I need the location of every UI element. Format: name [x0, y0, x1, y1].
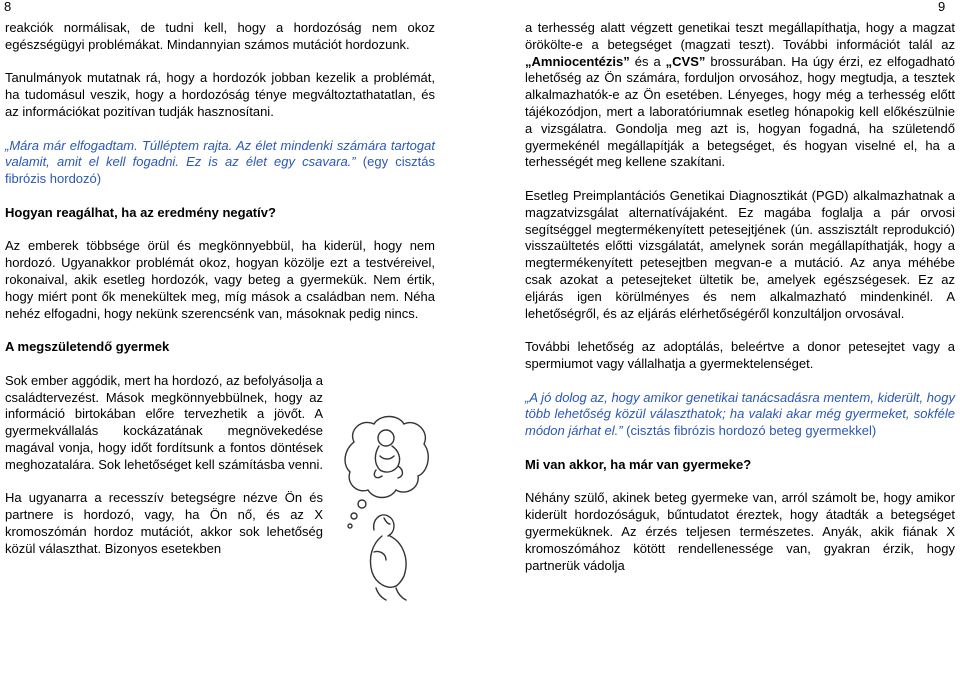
- sentence: Az anya méhébe csak azokat a petesejteket ültetik be, amelyek egészségesek.: [525, 255, 955, 287]
- sentence: Sok lehetőséget kell számításba venni.: [98, 456, 323, 472]
- sentence: és a: [629, 53, 666, 69]
- quote-text: „A jó dolog az, hogy amikor genetikai tanácsadásra mentem, kiderült, hogy több lehetőség közül választhatok; ha valaki akar még gyermeket, sokféle módon járhat el.”: [525, 389, 955, 439]
- brochure-title: „Amniocentézis”: [525, 53, 630, 69]
- sentence: Az emberek többsége örül és megkönnyebbül, ha kiderül, hogy nem hordozó.: [5, 238, 435, 271]
- page-number-left: 8: [4, 0, 12, 14]
- quote-text: „Mára már elfogadtam. Túlléptem rajta. Az élet mindenki számára tartogat valamit, amit el kell fogadni. Ez is az élet egy csavara.”: [5, 137, 435, 170]
- quote-paragraph: [5, 138, 435, 188]
- quote-paragraph: [525, 390, 955, 440]
- quote-source: (cisztás fibrózis hordozó beteg gyermekkel): [622, 423, 877, 439]
- quote-source: (egy cisztás fibrózis hordozó): [5, 154, 435, 187]
- sentence: Ha úgy érzi, ez elfogadható lehetőség az Ön számára, forduljon orvosához, hogy megtudja, a tesztek alkalmazhatók-e az Ön esetében.: [525, 53, 955, 103]
- section-heading: A megszületendő gyermek: [5, 339, 170, 355]
- paragraph: További lehetőség az adoptálás, beleértve a donor petesejtet vagy a spermiumot vagy vállalhatja a gyermektelenséget.: [525, 339, 955, 371]
- paragraph: Ha ugyanarra a recesszív betegségre nézve Ön és partnere is hordozó, vagy, ha Ön nő, és az X kromoszómán hordoz mutációt, akkor sok lehetőség közül választhat. Bizonyos esetekben: [5, 490, 323, 556]
- sentence: Ugyanakkor problémát okoz, hogyan közölje ezt a testvéreivel, rokonaival, akik esetleg hordozók, vagy beteg a gyermekük.: [5, 255, 435, 287]
- paragraph: [525, 20, 955, 171]
- brochure-title: „CVS”: [665, 53, 706, 69]
- sentence: Esetleg Preimplantációs Genetikai Diagnosztikát (PGD) alkalmazhatnak a magzatvizsgálat alternatívájaként.: [525, 187, 955, 220]
- sentence: További információt talál az: [782, 36, 955, 52]
- right-column: [525, 20, 955, 574]
- paragraph: Tanulmányok mutatnak rá, hogy a hordozók jobban kezelik a problémát, ha tudomásul veszik, hogy a hordozóság ténye megváltoztathatatlan, és az információkat pozitívan tudják hasznosítani.: [5, 70, 435, 119]
- section-heading: Mi van akkor, ha már van gyermeke?: [525, 456, 752, 472]
- sentence: Sok ember aggódik, mert ha hordozó, az befolyásolja a családtervezést.: [5, 372, 323, 405]
- paragraph: [5, 238, 435, 322]
- sentence: a terhesség alatt végzett genetikai teszt megállapíthatja, hogy a magzat örökölte-e a betegséget (magzati teszt).: [525, 20, 955, 52]
- paragraph: [525, 188, 955, 322]
- sentence: Ez az eljárás igen körülményes és nem alkalmazható mindenkinél.: [525, 271, 956, 304]
- paragraph: Néhány szülő, akinek beteg gyermeke van, arról számolt be, hogy amikor kiderült hordozóságuk, bűntudatot éreztek, hogy átadták a betegséget gyermeküknek. Az érzés teljesen természetes. Anyák, akik fiának X kromoszómához kötött rendellenessége van, gyakran érzik, hogy partnerük vádolja: [525, 490, 955, 573]
- sentence: Néha nehéz elfogadni, hogy nekünk szerencsénk van, másoknak pedig nincs.: [5, 288, 435, 321]
- section-heading: Hogyan reagálhat, ha az eredmény negatív?: [5, 204, 276, 220]
- sentence: Mások megkönnyebbülnek, hogy az információ birtokában előre tervezhetik a jövőt.: [5, 389, 324, 422]
- sentence: Gondolja meg azt is, hogyan fogadná, ha születendő gyermekénél megállapítják a betegséget, és hogyan viselné el, ha a terhességét meg kellene szakítani.: [525, 120, 956, 170]
- paragraph: [5, 373, 323, 474]
- pregnant-woman-thinking-of-baby-illustration: [340, 412, 432, 602]
- sentence: A gyermekvállalás kockázatának megnövekedése magával vonja, hogy időt fordítsunk a fontos döntések meghozatalára.: [5, 406, 323, 472]
- page-number-right: 9: [938, 0, 946, 14]
- paragraph: reakciók normálisak, de tudni kell, hogy a hordozóság nem okoz egészségügyi problémákat. Mindannyian számos mutációt hordozunk.: [5, 20, 435, 52]
- sentence: brossurában.: [705, 53, 792, 69]
- sentence: A lehetőségről, és az eljárás elérhetőségéről konzultáljon orvosával.: [525, 288, 955, 321]
- sentence: Ez magába foglalja a pár orvosi segítséggel megtermékenyített petesejtjének (ún. asszisztált reprodukció) visszaültetés előtti vizsgálatát, amelynek során megállapíthatják, hogy a megtermékenyített petesejtben megvan-e a mutáció.: [525, 204, 955, 271]
- sentence: Lényeges, hogy még a terhesség előtt tájékozódjon, mert a laboratóriumnak esetleg hónapokig kell előkészülnie a vizsgálatra.: [525, 87, 955, 136]
- sentence: Nem értik, hogy miért pont ők menekültek meg, míg mások a családban nem.: [5, 271, 435, 304]
